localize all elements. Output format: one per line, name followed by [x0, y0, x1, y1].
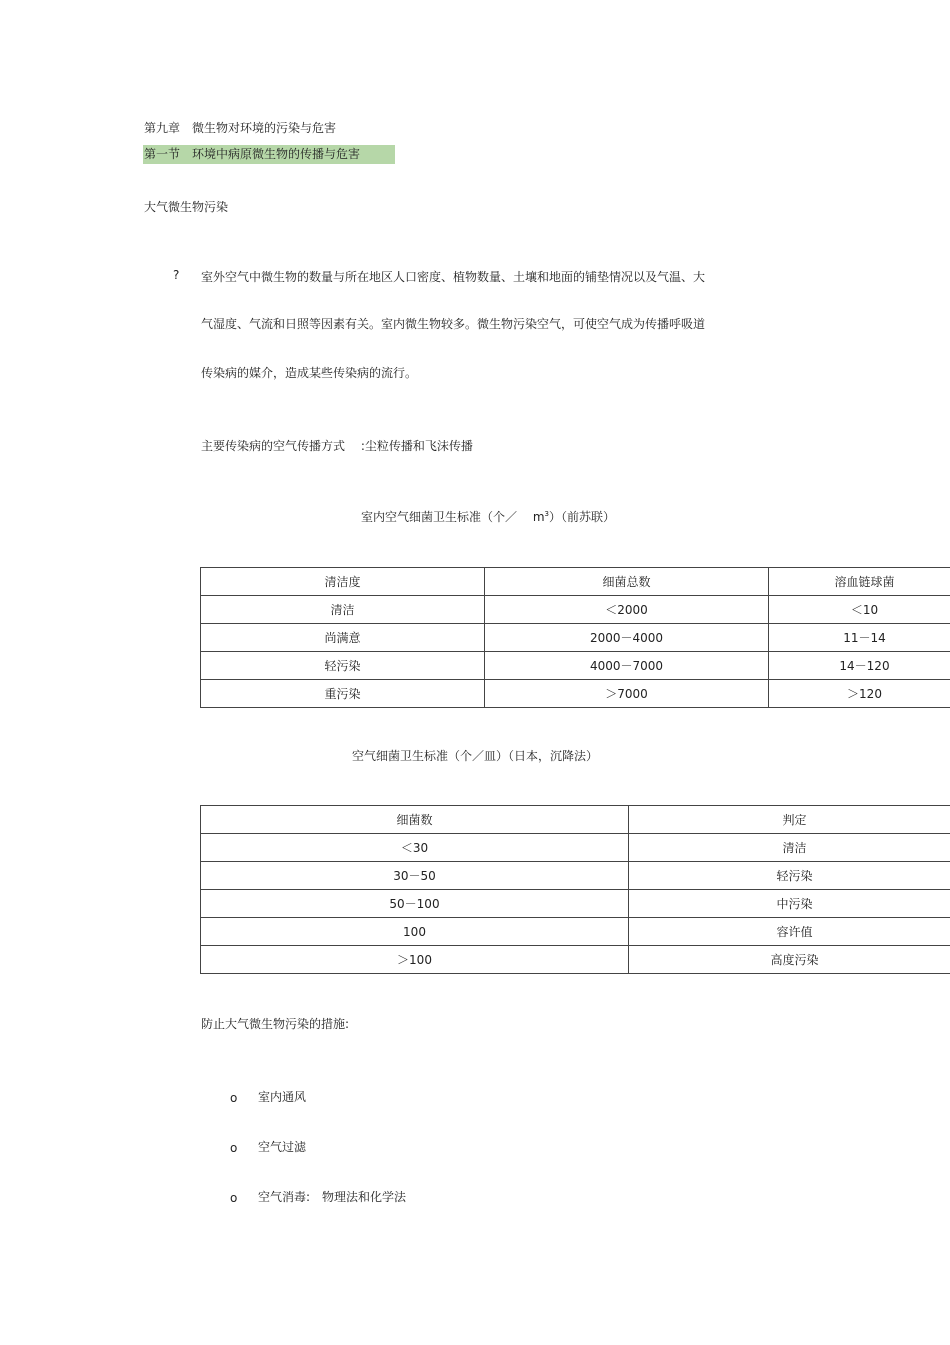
table-header-cell: 清洁度	[201, 568, 485, 596]
table1-caption-suffix: ）（前苏联）	[548, 510, 615, 524]
table-row	[201, 596, 950, 624]
table1-caption	[361, 508, 615, 525]
table-cell: ＞120	[769, 680, 950, 708]
paragraph-line: 室外空气中微生物的数量与所在地区人口密度、植物数量、土壤和地面的铺垫情况以及气温、大	[201, 270, 706, 284]
table-cell: 轻污染	[201, 652, 485, 680]
table2	[200, 805, 950, 974]
table-cell: 重污染	[201, 680, 485, 708]
table-cell: 高度污染	[629, 946, 950, 974]
table-header-cell: 细菌数	[201, 806, 629, 834]
list-item: 室内通风	[258, 1090, 307, 1104]
table-cell: 100	[201, 918, 629, 946]
list-marker: o	[230, 1191, 238, 1205]
table-header-cell: 溶血链球菌	[769, 568, 950, 596]
table-cell: 14－120	[769, 652, 950, 680]
table-cell: 尚满意	[201, 624, 485, 652]
table-cell: ＞7000	[485, 680, 769, 708]
table-cell: 轻污染	[629, 862, 950, 890]
table-cell: 11－14	[769, 624, 950, 652]
table-header-cell: 细菌总数	[485, 568, 769, 596]
table1	[200, 567, 950, 708]
section-title: 第一节 环境中病原微生物的传播与危害	[143, 145, 395, 164]
table-row	[201, 680, 950, 708]
table-cell: 容许值	[629, 918, 950, 946]
list-marker: o	[230, 1091, 238, 1105]
table-cell: 清洁	[201, 596, 485, 624]
table-row	[201, 918, 950, 946]
table-row	[201, 834, 950, 862]
table-header-row	[201, 806, 950, 834]
list-marker: o	[230, 1141, 238, 1155]
table1-caption-superscript: 3	[544, 510, 549, 518]
paragraph-line: 传染病的媒介，造成某些传染病的流行。	[201, 366, 418, 380]
table-header-row	[201, 568, 950, 596]
table-cell: ＜10	[769, 596, 950, 624]
chapter-title: 第九章 微生物对环境的污染与危害	[144, 121, 337, 135]
table-cell: 2000－4000	[485, 624, 769, 652]
table-header-cell: 判定	[629, 806, 950, 834]
table-cell: ＜2000	[485, 596, 769, 624]
list-item: 空气过滤	[258, 1140, 307, 1154]
list-item: 空气消毒: 物理法和化学法	[258, 1190, 407, 1204]
table-row	[201, 624, 950, 652]
table-cell: ＞100	[201, 946, 629, 974]
bullet-marker: ?	[173, 268, 180, 282]
table-cell: ＜30	[201, 834, 629, 862]
table-cell: 4000－7000	[485, 652, 769, 680]
measures-title: 防止大气微生物污染的措施:	[201, 1017, 350, 1031]
paragraph-line: 气湿度、气流和日照等因素有关。室内微生物较多。微生物污染空气，可使空气成为传播呼吸道	[201, 317, 706, 331]
transmission-line: 主要传染病的空气传播方式 :尘粒传播和飞沫传播	[201, 439, 473, 453]
table-row	[201, 862, 950, 890]
table-cell: 50－100	[201, 890, 629, 918]
table-cell: 清洁	[629, 834, 950, 862]
table-cell: 30－50	[201, 862, 629, 890]
table2-caption: 空气细菌卫生标准（个／皿）（日本，沉降法）	[352, 749, 599, 763]
table-row	[201, 652, 950, 680]
table-cell: 中污染	[629, 890, 950, 918]
subheading: 大气微生物污染	[144, 200, 229, 214]
table-row	[201, 946, 950, 974]
table1-caption-text: 室内空气细菌卫生标准（个／ m	[361, 510, 545, 524]
table-row	[201, 890, 950, 918]
